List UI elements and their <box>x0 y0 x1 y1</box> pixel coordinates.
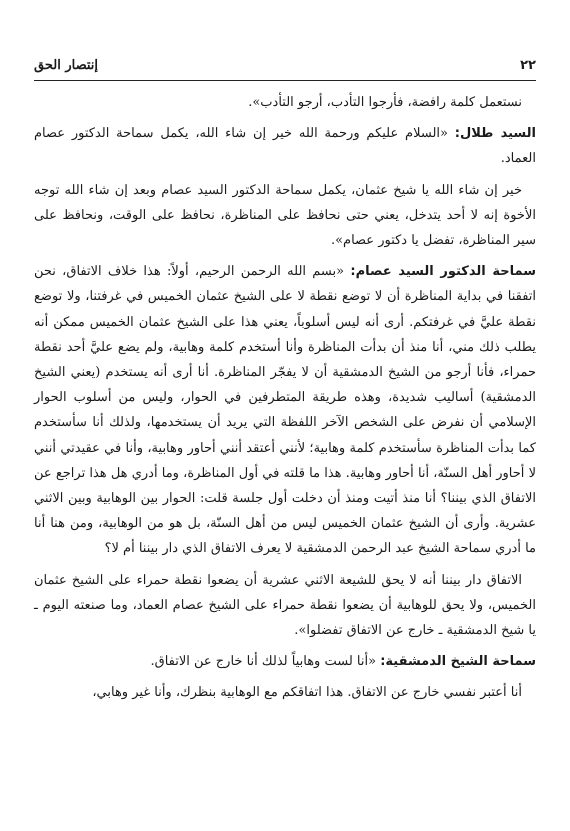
paragraph-5 <box>34 568 536 644</box>
paragraph-4 <box>34 259 536 561</box>
speaker-name: السيد طلال: <box>454 126 536 142</box>
page-header <box>34 58 536 81</box>
paragraph-text: «بسم الله الرحمن الرحيم، أولاً: هذا خلاف الاتفاق، نحن اتفقنا في بداية المناظرة أن لا توضع نقطة لا على الشيخ عثمان الخميس في غرفتنا، ولا توضع نقطة عليَّ في غرفتكم. أرى أنه ليس أسلوباً، يعني هذا على الشيخ عثمان الخميس ممكن أنه يطلب ذلك مني، أنا منذ أن بدأت المناظرة وأنا أستخدم كلمة وهابية، ولم يضع عليَّ أحد نقطة حمراء، فأنا أرجو من الشيخ الدمشقية أن لا يفجّر المناظرة. أنا أرى أنه يستخدم (يعني الشيخ الدمشقية) أساليب شديدة، وهذه طريقة المتطرفين في الحوار، وليس من أسلوب الحوار الإسلامي أن نفرض على الشخص الآخر اللفظة التي يريد أن يستخدمها، ولذلك أنا سأستخدم كما بدأت المناظرة سأستخدم كلمة وهابية؛ لأنني أعتقد أنني أحاور وهابية، وأنا في عقيدتي أنني لا أحاور أهل السنّة، أنا أحاور وهابية. هذا ما قلته في أول المناظرة، وما أدري هل هذا تراجع عن الاتفاق الذي بيننا؟ أنا منذ أتيت ومنذ أن دخلت أول جلسة قلت: الحوار بين الوهابية وبين الاثني عشرية. وأرى أن الشيخ عثمان الخميس ليس من أهل السنّة، بل هو من الوهابية، ومن هنا أنا ما أدري سماحة الشيخ عبد الرحمن الدمشقية لا يعرف الاتفاق الذي دار بيننا أم لا؟ <box>34 264 536 557</box>
paragraph-7 <box>34 680 536 705</box>
paragraph-text: خير إن شاء الله يا شيخ عثمان، يكمل سماحة الدكتور السيد عصام وبعد إن شاء الله توجه الأخوة إنه لا أحد يتدخل، يعني حتى نحافظ على المناظرة، نحافظ على الوقت، ونحافظ على سير المناظرة، تفضل يا دكتور عصام». <box>34 182 536 249</box>
paragraph-6 <box>34 649 536 674</box>
running-title: إنتصار الحق <box>34 58 98 73</box>
paragraph-1 <box>34 90 536 115</box>
paragraph-text: أنا أعتبر نفسي خارج عن الاتفاق. هذا اتفاقكم مع الوهابية بنظرك، وأنا غير وهابي، <box>92 685 522 701</box>
paragraph-text: الاتفاق دار بيننا أنه لا يحق للشيعة الاثني عشرية أن يضعوا نقطة حمراء على الشيخ عثمان الخميس، ولا يحق للوهابية أن يضعوا نقطة حمراء على الشيخ عصام العماد، وما صنعته اليوم ـ يا شيخ الدمشقية ـ خارج عن الاتفاق تفضلوا». <box>34 572 536 639</box>
page-body <box>34 90 536 712</box>
speaker-name: سماحة الشيخ الدمشقية: <box>380 654 536 670</box>
paragraph-text: «السلام عليكم ورحمة الله خير إن شاء الله، يكمل سماحة الدكتور عصام العماد. <box>34 126 536 167</box>
speaker-name: سماحة الدكتور السيد عصام: <box>350 264 536 280</box>
paragraph-3 <box>34 178 536 254</box>
page-number: ٢٢ <box>520 58 536 73</box>
paragraph-text: نستعمل كلمة رافضة، فأرجوا التأدب، أرجو التأدب». <box>248 95 522 110</box>
paragraph-2 <box>34 121 536 171</box>
paragraph-text: «أنا لست وهابياً لذلك أنا خارج عن الاتفاق. <box>150 654 381 670</box>
